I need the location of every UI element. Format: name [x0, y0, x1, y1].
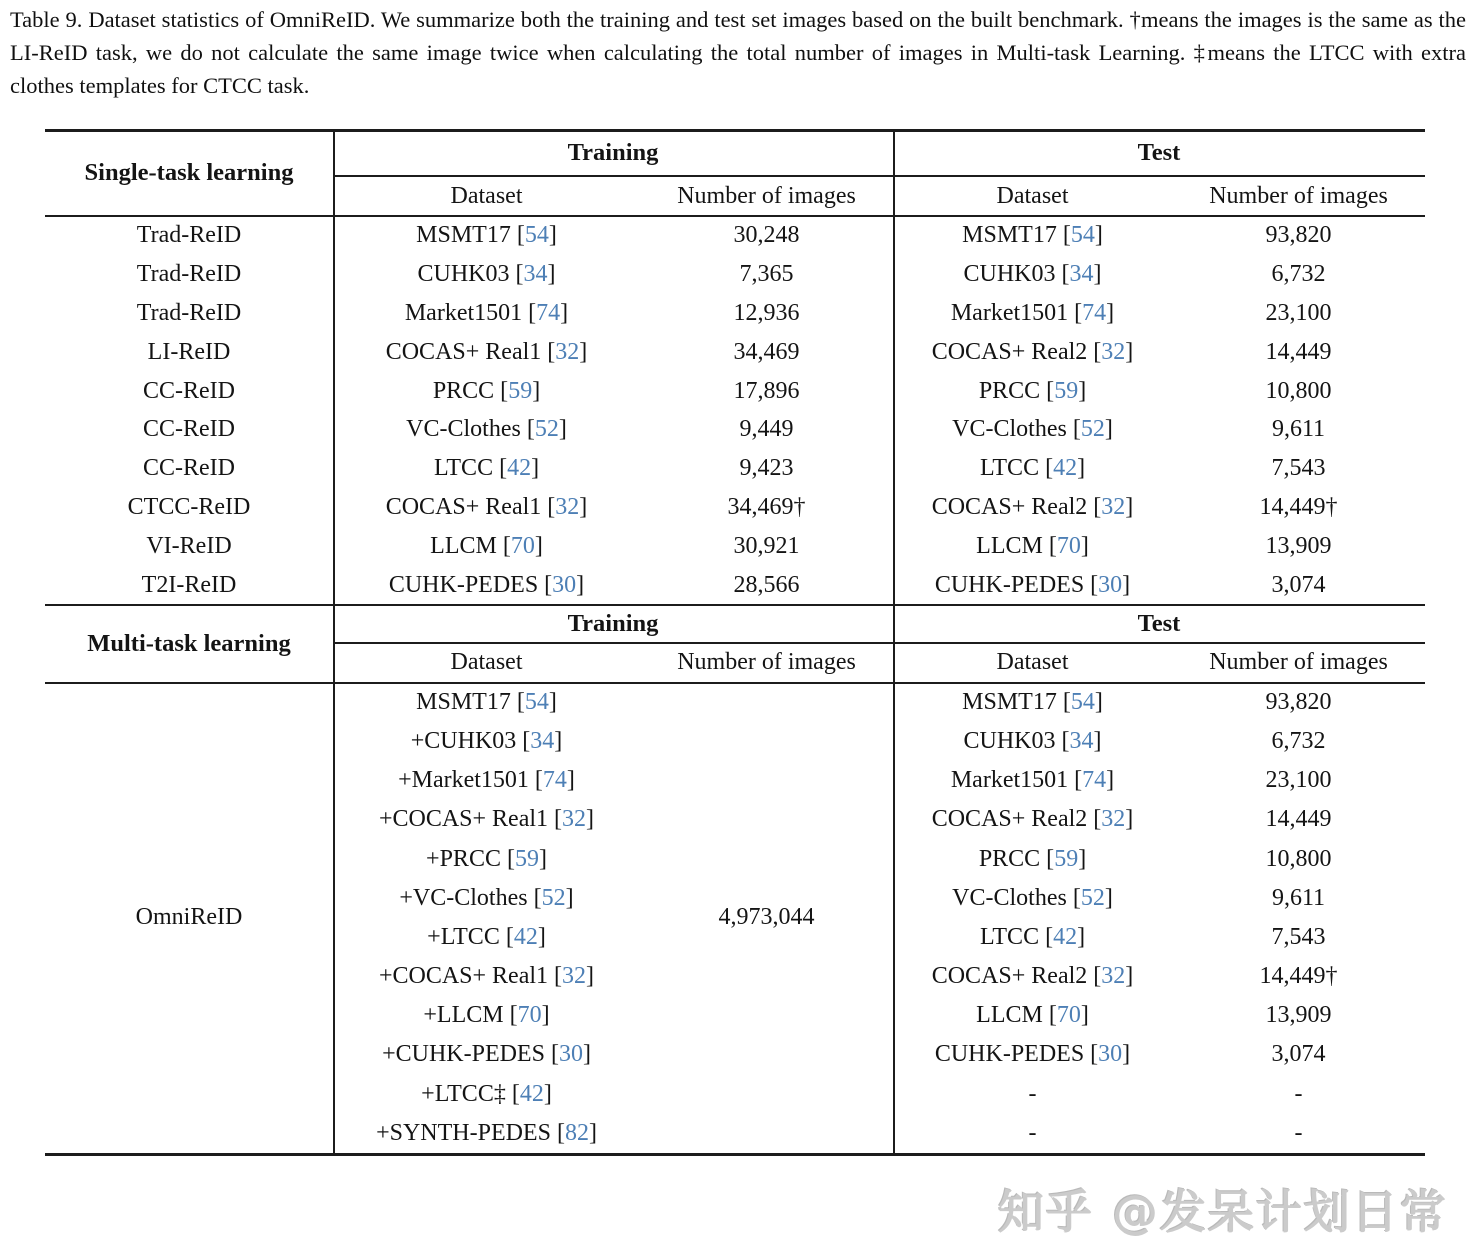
citation-ref[interactable]: 74	[536, 299, 561, 326]
citation-ref[interactable]: 42	[1053, 923, 1078, 950]
train-dataset-cell: LLCM [ 70 ]	[430, 533, 543, 560]
test-dataset-cell: VC-Clothes [ 52 ]	[952, 416, 1113, 443]
table-grid	[45, 129, 1425, 1153]
merged-train-count-cell: 4,973,044	[718, 904, 815, 931]
train-count-cell: 30,248	[733, 221, 800, 248]
rule-section-divider	[45, 604, 1425, 606]
rule-top	[45, 129, 1425, 132]
train-dataset-cell: +Market1501 [ 74 ]	[398, 767, 575, 794]
test-dataset-cell: COCAS+ Real2 [ 32 ]	[931, 338, 1134, 365]
test-count-cell: 93,820	[1265, 221, 1332, 248]
section-label-multi-task: Multi-task learning	[87, 629, 291, 657]
train-dataset-cell: +CUHK-PEDES [ 30 ]	[382, 1041, 591, 1068]
group-header-training-2: Training	[567, 609, 659, 637]
train-dataset-cell: MSMT17 [ 54 ]	[416, 688, 557, 715]
train-dataset-cell: +SYNTH-PEDES [ 82 ]	[376, 1119, 597, 1146]
citation-ref[interactable]: 42	[519, 1080, 544, 1107]
citation-ref[interactable]: 70	[1056, 1002, 1081, 1029]
citation-ref[interactable]: 52	[1080, 416, 1105, 443]
test-count-cell: 10,800	[1265, 377, 1332, 404]
test-count-cell: 6,732	[1271, 260, 1326, 287]
citation-ref[interactable]: 32	[1101, 806, 1126, 833]
col-header-num-images: Number of images	[1209, 183, 1388, 209]
test-count-cell: 93,820	[1265, 688, 1332, 715]
train-dataset-cell: CUHK-PEDES [ 30 ]	[388, 571, 585, 598]
train-count-cell: 9,423	[739, 455, 794, 482]
test-dataset-cell: COCAS+ Real2 [ 32 ]	[931, 494, 1134, 521]
col-header-dataset: Dataset	[996, 183, 1069, 209]
train-count-cell: 28,566	[733, 571, 800, 598]
train-dataset-cell: MSMT17 [ 54 ]	[416, 221, 557, 248]
test-dataset-cell: LTCC [ 42 ]	[979, 923, 1086, 950]
train-dataset-cell: +LTCC [ 42 ]	[427, 923, 546, 950]
task-cell: Trad-ReID	[136, 299, 242, 326]
task-cell: LI-ReID	[147, 338, 231, 365]
test-dataset-cell: LLCM [ 70 ]	[976, 533, 1089, 560]
citation-ref[interactable]: 30	[558, 1041, 583, 1068]
citation-ref[interactable]: 32	[1101, 963, 1126, 990]
train-count-cell: 34,469	[733, 338, 800, 365]
rule-under-header-1	[45, 215, 1425, 217]
citation-ref[interactable]: 59	[1054, 845, 1079, 872]
test-count-cell: 7,543	[1271, 455, 1326, 482]
test-dataset-cell: LLCM [ 70 ]	[976, 1002, 1089, 1029]
citation-ref[interactable]: 42	[507, 455, 532, 482]
train-dataset-cell: +COCAS+ Real1 [ 32 ]	[378, 963, 595, 990]
train-count-cell: 9,449	[739, 416, 794, 443]
test-count-cell: 7,543	[1271, 923, 1326, 950]
citation-ref[interactable]: 70	[1056, 533, 1081, 560]
citation-ref[interactable]: 70	[510, 533, 535, 560]
vertical-divider-left	[333, 129, 335, 1155]
test-count-cell: -	[1294, 1080, 1303, 1107]
citation-ref[interactable]: 32	[1101, 338, 1126, 365]
test-dataset-cell: CUHK-PEDES [ 30 ]	[934, 571, 1131, 598]
test-count-cell: 14,449†	[1259, 963, 1338, 990]
train-count-cell: 7,365	[739, 260, 794, 287]
citation-ref[interactable]: 74	[1082, 299, 1107, 326]
citation-ref[interactable]: 34	[1069, 260, 1094, 287]
citation-ref[interactable]: 34	[530, 728, 555, 755]
citation-ref[interactable]: 54	[1070, 221, 1095, 248]
train-dataset-cell: +PRCC [ 59 ]	[426, 845, 547, 872]
train-dataset-cell: +LLCM [ 70 ]	[423, 1002, 550, 1029]
test-dataset-cell: CUHK-PEDES [ 30 ]	[934, 1041, 1131, 1068]
col-header-num-images: Number of images	[677, 649, 856, 676]
citation-ref[interactable]: 32	[555, 338, 580, 365]
citation-ref[interactable]: 32	[1101, 494, 1126, 521]
col-header-num-images: Number of images	[677, 183, 856, 209]
test-count-cell: 13,909	[1265, 533, 1332, 560]
task-cell: CC-ReID	[143, 416, 235, 443]
train-dataset-cell: COCAS+ Real1 [ 32 ]	[385, 494, 588, 521]
train-dataset-cell: Market1501 [ 74 ]	[404, 299, 569, 326]
citation-ref[interactable]: 70	[517, 1002, 542, 1029]
task-cell: CTCC-ReID	[127, 494, 251, 521]
citation-ref[interactable]: 30	[552, 571, 577, 598]
task-cell: CC-ReID	[143, 377, 235, 404]
citation-ref[interactable]: 52	[534, 416, 559, 443]
test-dataset-cell: COCAS+ Real2 [ 32 ]	[931, 806, 1134, 833]
omnireid-label-cell: OmniReID	[135, 904, 243, 931]
test-dataset-cell: Market1501 [ 74 ]	[950, 299, 1115, 326]
train-dataset-cell: +LTCC‡ [ 42 ]	[421, 1080, 552, 1107]
task-cell: VI-ReID	[146, 533, 232, 560]
test-dataset-cell: Market1501 [ 74 ]	[950, 767, 1115, 794]
zhihu-watermark: 知乎 @发呆计划日常	[997, 1185, 1448, 1239]
test-count-cell: 14,449†	[1259, 494, 1338, 521]
test-count-cell: 14,449	[1265, 806, 1332, 833]
citation-ref[interactable]: 32	[562, 806, 587, 833]
rule-under-training-test-2	[333, 642, 1425, 644]
test-dataset-cell: CUHK03 [ 34 ]	[963, 260, 1102, 287]
task-cell: T2I-ReID	[141, 571, 237, 598]
train-dataset-cell: COCAS+ Real1 [ 32 ]	[385, 338, 588, 365]
citation-ref[interactable]: 34	[523, 260, 548, 287]
citation-ref[interactable]: 52	[541, 884, 566, 911]
test-dataset-cell: -	[1028, 1119, 1037, 1146]
table-caption: Table 9. Dataset statistics of OmniReID. We summarize both the training and test set images based on the built benchmark. †means the images is the same as the LI-ReID task, we do not calculate the same image twice when calculating the total number of images in Multi-task Learning. ‡means the LTCC with extra clothes templates for CTCC task.	[10, 7, 1466, 98]
col-header-dataset: Dataset	[450, 183, 523, 209]
vertical-divider-middle	[893, 129, 895, 1155]
citation-ref[interactable]: 54	[524, 221, 549, 248]
rule-bottom	[45, 1153, 1425, 1156]
task-cell: CC-ReID	[143, 455, 235, 482]
train-dataset-cell: +COCAS+ Real1 [ 32 ]	[378, 806, 595, 833]
group-header-test: Test	[1137, 139, 1181, 166]
train-count-cell: 34,469†	[727, 494, 806, 521]
test-count-cell: 13,909	[1265, 1002, 1332, 1029]
section-label-single-task: Single-task learning	[84, 158, 294, 186]
col-header-num-images: Number of images	[1209, 649, 1388, 676]
test-count-cell: 10,800	[1265, 845, 1332, 872]
citation-ref[interactable]: 54	[524, 688, 549, 715]
train-count-cell: 12,936	[733, 299, 800, 326]
train-count-cell: 17,896	[733, 377, 800, 404]
citation-ref[interactable]: 74	[1082, 767, 1107, 794]
test-count-cell: 6,732	[1271, 728, 1326, 755]
citation-ref[interactable]: 42	[513, 923, 538, 950]
train-dataset-cell: LTCC [ 42 ]	[433, 455, 540, 482]
task-cell: Trad-ReID	[136, 260, 242, 287]
citation-ref[interactable]: 82	[564, 1119, 589, 1146]
citation-ref[interactable]: 34	[1069, 728, 1094, 755]
citation-ref[interactable]: 30	[1098, 571, 1123, 598]
train-dataset-cell: VC-Clothes [ 52 ]	[406, 416, 567, 443]
test-count-cell: 9,611	[1271, 884, 1326, 911]
test-count-cell: 23,100	[1265, 299, 1332, 326]
col-header-dataset: Dataset	[450, 649, 523, 676]
train-dataset-cell: PRCC [ 59 ]	[432, 377, 541, 404]
task-cell: Trad-ReID	[136, 221, 242, 248]
citation-ref[interactable]: 32	[562, 963, 587, 990]
test-dataset-cell: MSMT17 [ 54 ]	[962, 221, 1103, 248]
train-count-cell: 30,921	[733, 533, 800, 560]
rule-under-training-test-1	[333, 175, 1425, 177]
test-dataset-cell: CUHK03 [ 34 ]	[963, 728, 1102, 755]
test-count-cell: 23,100	[1265, 767, 1332, 794]
test-count-cell: 3,074	[1271, 571, 1326, 598]
rule-under-header-2	[45, 682, 1425, 684]
train-dataset-cell: +VC-Clothes [ 52 ]	[399, 884, 574, 911]
test-dataset-cell: PRCC [ 59 ]	[978, 377, 1087, 404]
citation-ref[interactable]: 59	[508, 377, 533, 404]
test-count-cell: 14,449	[1265, 338, 1332, 365]
train-dataset-cell: CUHK03 [ 34 ]	[417, 260, 556, 287]
col-header-dataset: Dataset	[996, 649, 1069, 676]
table9-dataset-statistics	[45, 129, 1425, 1156]
test-dataset-cell: COCAS+ Real2 [ 32 ]	[931, 963, 1134, 990]
citation-ref[interactable]: 32	[555, 494, 580, 521]
test-dataset-cell: -	[1028, 1080, 1037, 1107]
test-dataset-cell: MSMT17 [ 54 ]	[962, 688, 1103, 715]
test-dataset-cell: PRCC [ 59 ]	[978, 845, 1087, 872]
test-count-cell: 9,611	[1271, 416, 1326, 443]
group-header-test-2: Test	[1137, 609, 1181, 637]
citation-ref[interactable]: 54	[1070, 688, 1095, 715]
citation-ref[interactable]: 30	[1098, 1041, 1123, 1068]
test-count-cell: -	[1294, 1119, 1303, 1146]
train-dataset-cell: +CUHK03 [ 34 ]	[410, 728, 563, 755]
test-dataset-cell: VC-Clothes [ 52 ]	[952, 884, 1113, 911]
citation-ref[interactable]: 52	[1080, 884, 1105, 911]
citation-ref[interactable]: 42	[1053, 455, 1078, 482]
test-dataset-cell: LTCC [ 42 ]	[979, 455, 1086, 482]
group-header-training: Training	[567, 139, 659, 166]
citation-ref[interactable]: 59	[514, 845, 539, 872]
citation-ref[interactable]: 74	[542, 767, 567, 794]
test-count-cell: 3,074	[1271, 1041, 1326, 1068]
citation-ref[interactable]: 59	[1054, 377, 1079, 404]
